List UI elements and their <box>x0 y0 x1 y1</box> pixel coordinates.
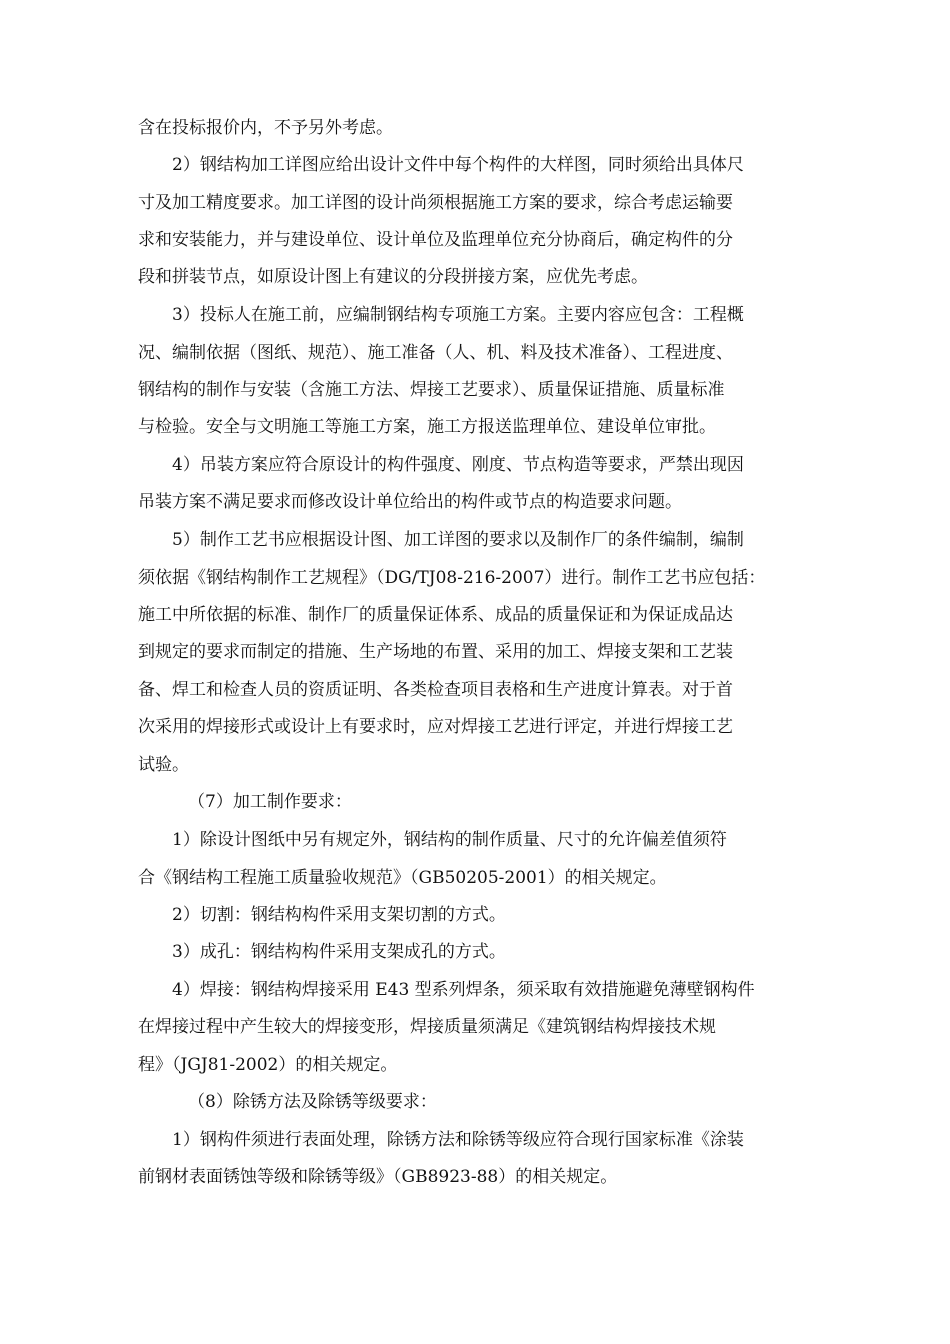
section-heading: （7）加工制作要求： <box>188 792 352 812</box>
text-line: 求和安装能力，并与建设单位、设计单位及监理单位充分协商后，确定构件的分 <box>138 230 733 250</box>
text-line: 试验。 <box>138 755 189 775</box>
text-line: 钢结构的制作与安装（含施工方法、焊接工艺要求）、质量保证措施、质量标准 <box>138 380 725 400</box>
text-line: 合《钢结构工程施工质量验收规范》（GB50205-2001）的相关规定。 <box>138 868 667 888</box>
text-line: 须依据《钢结构制作工艺规程》（DG/TJ08-216-2007）进行。制作工艺书应包括： <box>138 568 766 588</box>
text-line: 2）钢结构加工详图应给出设计文件中每个构件的大样图，同时须给出具体尺 <box>172 155 744 175</box>
text-line: 备、焊工和检查人员的资质证明、各类检查项目表格和生产进度计算表。对于首 <box>138 680 733 700</box>
text-line: 4）焊接：钢结构焊接采用 E43 型系列焊条，须采取有效措施避免薄壁钢构件 <box>172 980 755 1000</box>
text-line: 与检验。安全与文明施工等施工方案，施工方报送监理单位、建设单位审批。 <box>138 417 716 437</box>
text-line: 1）除设计图纸中另有规定外，钢结构的制作质量、尺寸的允许偏差值须符 <box>172 830 727 850</box>
text-line: 吊装方案不满足要求而修改设计单位给出的构件或节点的构造要求问题。 <box>138 492 682 512</box>
text-line: 寸及加工精度要求。加工详图的设计尚须根据施工方案的要求，综合考虑运输要 <box>138 193 733 213</box>
text-line: 程》（JGJ81-2002）的相关规定。 <box>138 1055 398 1075</box>
text-line: 况、编制依据（图纸、规范）、施工准备（人、机、料及技术准备）、工程进度、 <box>138 343 733 363</box>
text-line: 在焊接过程中产生较大的焊接变形，焊接质量须满足《建筑钢结构焊接技术规 <box>138 1017 716 1037</box>
text-line: 前钢材表面锈蚀等级和除锈等级》（GB8923-88）的相关规定。 <box>138 1167 618 1187</box>
text-line: 5）制作工艺书应根据设计图、加工详图的要求以及制作厂的条件编制，编制 <box>172 530 744 550</box>
text-line: 3）投标人在施工前，应编制钢结构专项施工方案。主要内容应包含：工程概 <box>172 305 744 325</box>
text-line: 1）钢构件须进行表面处理，除锈方法和除锈等级应符合现行国家标准《涂装 <box>172 1130 744 1150</box>
text-line: 2）切割：钢结构构件采用支架切割的方式。 <box>172 905 506 925</box>
text-line: 含在投标报价内，不予另外考虑。 <box>138 118 393 138</box>
section-heading: （8）除锈方法及除锈等级要求： <box>188 1092 437 1112</box>
text-line: 到规定的要求而制定的措施、生产场地的布置、采用的加工、焊接支架和工艺装 <box>138 642 733 662</box>
text-line: 3）成孔：钢结构构件采用支架成孔的方式。 <box>172 942 506 962</box>
text-line: 次采用的焊接形式或设计上有要求时，应对焊接工艺进行评定，并进行焊接工艺 <box>138 717 733 737</box>
text-line: 施工中所依据的标准、制作厂的质量保证体系、成品的质量保证和为保证成品达 <box>138 605 733 625</box>
text-line: 段和拼装节点，如原设计图上有建议的分段拼接方案，应优先考虑。 <box>138 267 648 287</box>
text-line: 4）吊装方案应符合原设计的构件强度、刚度、节点构造等要求，严禁出现因 <box>172 455 744 475</box>
